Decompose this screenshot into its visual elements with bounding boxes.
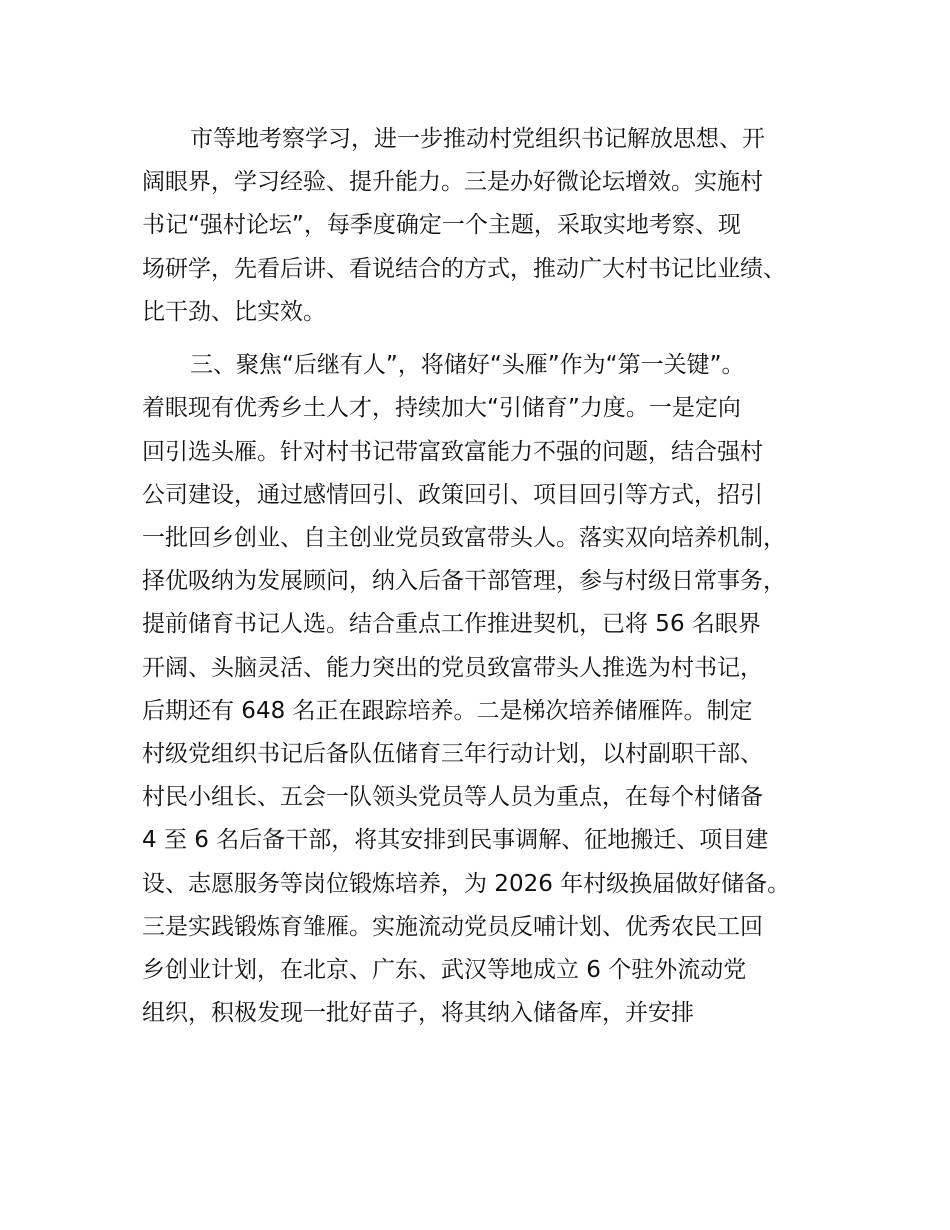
text-line: 回引选头雁。针对村书记带富致富能力不强的问题，结合强村 xyxy=(142,439,763,465)
text-line: 后期还有 648 名正在跟踪培养。二是梯次培养储雁阵。制定 xyxy=(142,698,753,724)
text-line: 公司建设，通过感情回引、政策回引、项目回引等方式，招引 xyxy=(142,482,763,508)
text-line: 设、志愿服务等岗位锻炼培养，为 2026 年村级换届做好储备。 xyxy=(142,871,791,897)
text-line: 一批回乡创业、自主创业党员致富带头人。落实双向培养机制， xyxy=(142,525,786,551)
text-line: 阔眼界，学习经验、提升能力。三是办好微论坛增效。实施村 xyxy=(142,169,763,195)
text-line: 组织，积极发现一批好苗子，将其纳入储备库，并安排 xyxy=(142,1000,694,1026)
text-line: 着眼现有优秀乡土人才，持续加大“引储育”力度。一是定向 xyxy=(142,395,741,421)
text-line: 4 至 6 名后备干部，将其安排到民事调解、征地搬迁、项目建 xyxy=(142,827,769,853)
text-line: 三、聚焦“后继有人”，将储好“头雁”作为“第一关键”。 xyxy=(190,352,745,378)
text-line: 比干劲、比实效。 xyxy=(142,299,326,325)
text-line: 开阔、头脑灵活、能力突出的党员致富带头人推选为村书记， xyxy=(142,655,763,681)
text-line: 书记“强村论坛”，每季度确定一个主题，采取实地考察、现 xyxy=(142,212,741,238)
text-line: 村级党组织书记后备队伍储育三年行动计划，以村副职干部、 xyxy=(142,741,763,767)
text-line: 三是实践锻炼育雏雁。实施流动党员反哺计划、优秀农民工回 xyxy=(142,914,763,940)
text-line: 场研学，先看后讲、看说结合的方式，推动广大村书记比业绩、 xyxy=(142,256,786,282)
text-line: 村民小组长、五会一队领头党员等人员为重点，在每个村储备 xyxy=(142,784,763,810)
text-line: 提前储育书记人选。结合重点工作推进契机，已将 56 名眼界 xyxy=(142,611,761,637)
text-line: 乡创业计划，在北京、广东、武汉等地成立 6 个驻外流动党 xyxy=(142,957,747,983)
text-line: 市等地考察学习，进一步推动村党组织书记解放思想、开 xyxy=(190,126,765,152)
text-line: 择优吸纳为发展顾问，纳入后备干部管理，参与村级日常事务， xyxy=(142,568,786,594)
